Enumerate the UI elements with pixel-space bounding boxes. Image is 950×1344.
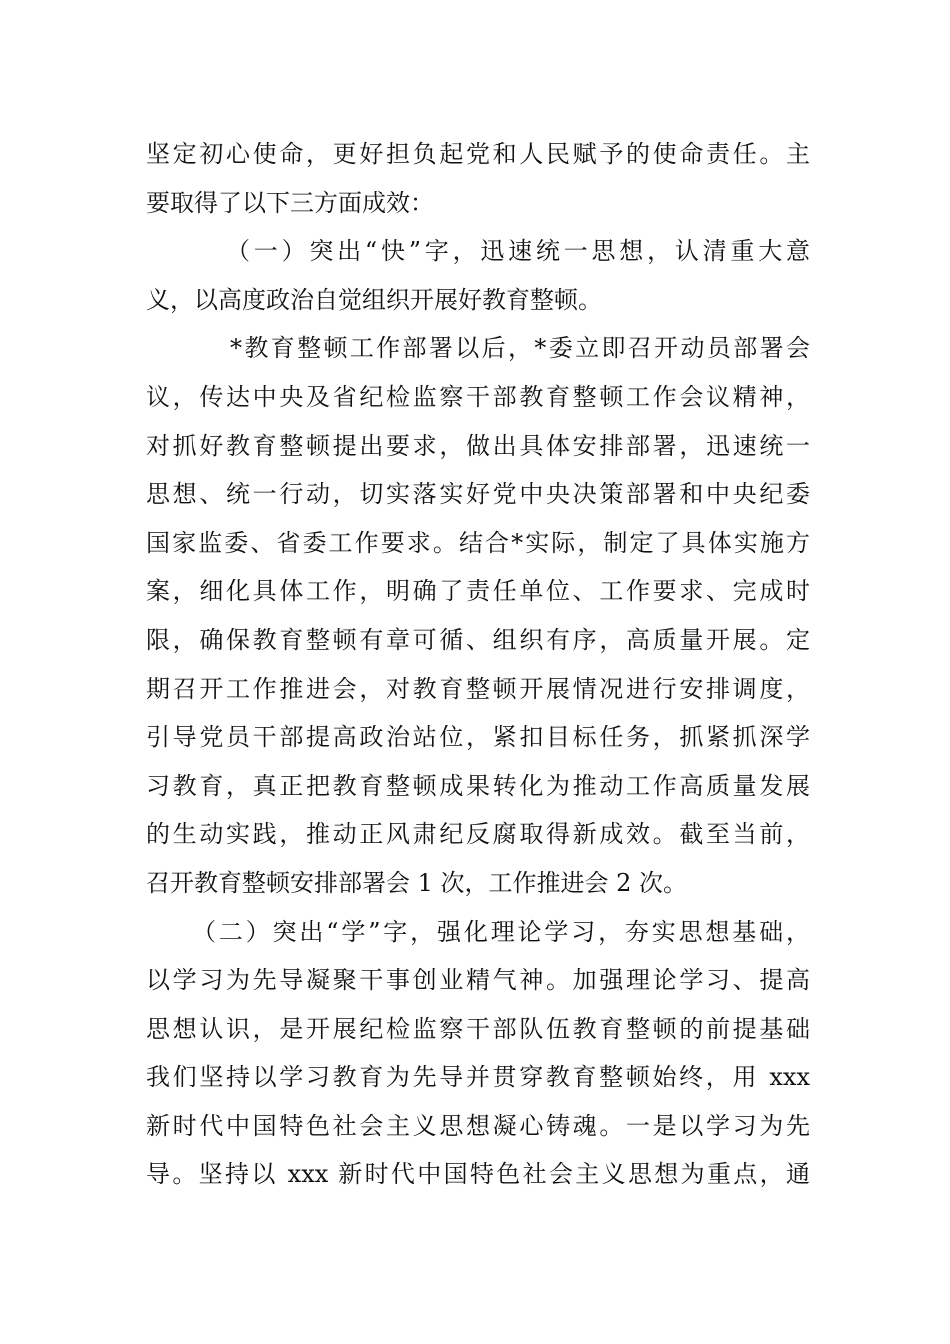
text-line: 召开教育整顿安排部署会 1 次，工作推进会 2 次。 <box>146 868 688 897</box>
text-line: 国家监委、省委工作要求。结合*实际，制定了具体实施方 <box>146 528 810 557</box>
text-line: 引导党员干部提高政治站位，紧扣目标任务，抓紧抓深学 <box>146 723 810 752</box>
section-heading-line: 义，以高度政治自觉组织开展好教育整顿。 <box>146 285 602 314</box>
text-line: 新时代中国特色社会主义思想凝心铸魂。一是以学习为先 <box>146 1111 810 1140</box>
text-line: 限，确保教育整顿有章可循、组织有序，高质量开展。定 <box>146 625 810 654</box>
paragraph-first-line: *教育整顿工作部署以后，*委立即召开动员部署会 <box>230 334 810 363</box>
document-body <box>146 130 810 1199</box>
text-line: 要取得了以下三方面成效： <box>146 188 434 217</box>
text-line: 思想认识，是开展纪检监察干部队伍教育整顿的前提基础 <box>146 1014 810 1043</box>
text-line: 议，传达中央及省纪检监察干部教育整顿工作会议精神， <box>146 382 810 411</box>
section-heading-line: （一）突出“快”字，迅速统一思想，认清重大意 <box>226 237 810 266</box>
text-line: 以学习为先导凝聚干事创业精气神。加强理论学习、提高 <box>146 966 810 995</box>
text-line: 的生动实践，推动正风肃纪反腐取得新成效。截至当前， <box>146 820 810 849</box>
text-line: 思想、统一行动，切实落实好党中央决策部署和中央纪委 <box>146 480 810 509</box>
section-heading-line: （二）突出“学”字，强化理论学习，夯实思想基础， <box>192 917 810 946</box>
text-line: 对抓好教育整顿提出要求，做出具体安排部署，迅速统一 <box>146 431 810 460</box>
text-line: 案，细化具体工作，明确了责任单位、工作要求、完成时 <box>146 577 810 606</box>
text-line: 坚定初心使命，更好担负起党和人民赋予的使命责任。主 <box>146 140 810 168</box>
text-line: 我们坚持以学习教育为先导并贯穿教育整顿始终，用 xxx <box>146 1063 810 1092</box>
text-line: 期召开工作推进会，对教育整顿开展情况进行安排调度， <box>146 674 810 703</box>
text-line: 习教育，真正把教育整顿成果转化为推动工作高质量发展 <box>146 771 810 800</box>
text-line: 导。坚持以 xxx 新时代中国特色社会主义思想为重点，通 <box>146 1160 810 1189</box>
